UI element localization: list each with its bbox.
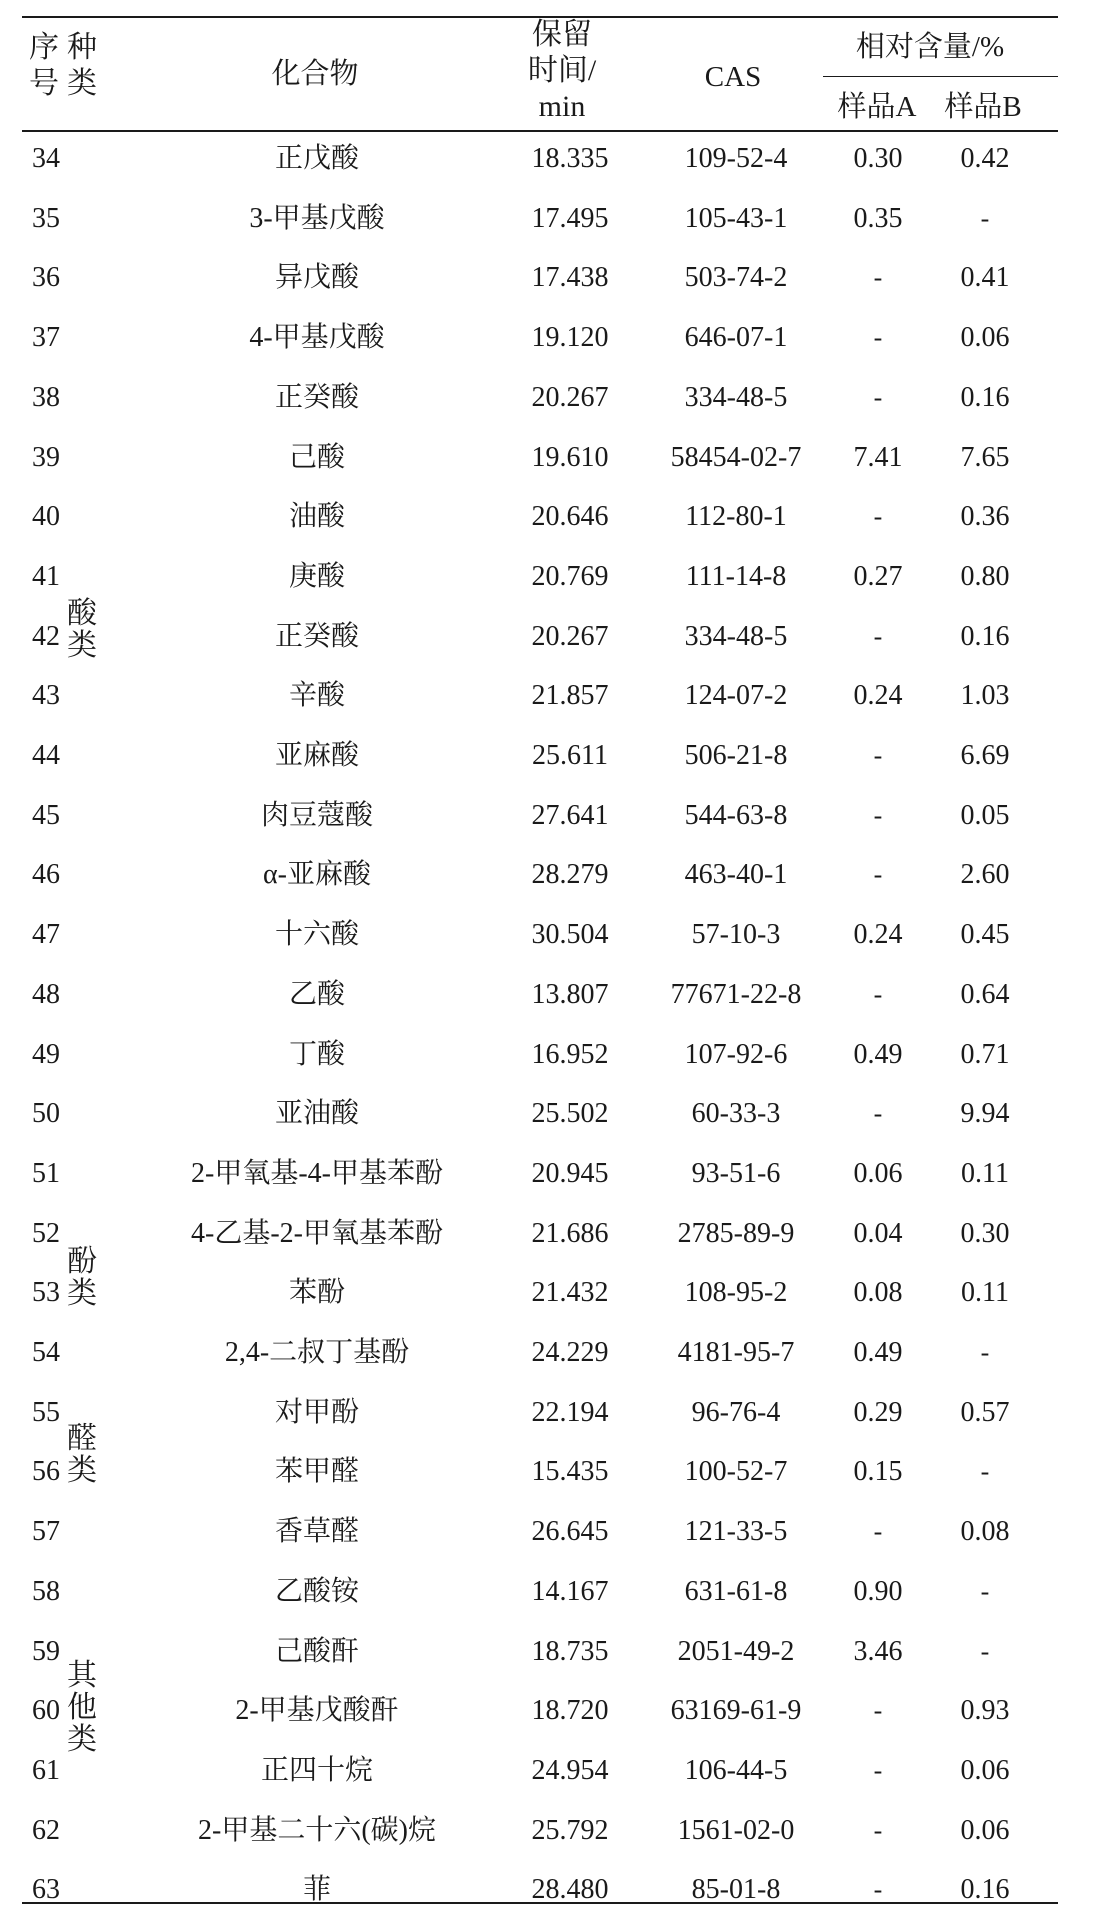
- header-cas: CAS: [704, 61, 762, 93]
- retention-time: 16.952: [531, 1038, 609, 1070]
- retention-time: 19.610: [531, 441, 609, 473]
- compound-name: 正四十烷: [260, 1754, 374, 1786]
- sample-a-value: -: [873, 1755, 883, 1785]
- retention-time: 15.435: [531, 1456, 609, 1488]
- sample-a-value: 0.04: [853, 1217, 903, 1249]
- row-number: 40: [32, 501, 60, 533]
- sample-b-value: 0.11: [961, 1157, 1009, 1189]
- sample-b-value: 0.71: [960, 1038, 1010, 1070]
- category-char: 醛: [67, 1422, 97, 1455]
- cas-number: 631-61-8: [684, 1575, 788, 1607]
- retention-time: 20.945: [531, 1157, 609, 1189]
- row-number: 42: [32, 620, 60, 652]
- compound-name: 异戊酸: [274, 262, 360, 294]
- compound-name: 4-甲基戊酸: [249, 322, 385, 354]
- sample-b-value: 0.45: [960, 919, 1010, 951]
- sample-a-value: -: [873, 1696, 883, 1726]
- sample-b-value: 0.41: [960, 262, 1010, 294]
- sample-a-value: -: [873, 323, 883, 353]
- sample-a-value: -: [873, 1517, 883, 1547]
- category-char: 类: [67, 1454, 97, 1487]
- sample-b-value: 7.65: [960, 441, 1010, 473]
- cas-number: 108-95-2: [684, 1277, 788, 1309]
- compound-name: 己酸: [288, 441, 346, 473]
- cas-number: 4181-95-7: [677, 1337, 795, 1368]
- compound-name: 庚酸: [288, 560, 346, 592]
- cas-number: 1561-02-0: [677, 1814, 795, 1846]
- retention-time: 19.120: [531, 322, 609, 354]
- compound-name: 正癸酸: [274, 620, 360, 652]
- compound-name: 油酸: [288, 501, 346, 533]
- cas-number: 334-48-5: [684, 620, 788, 652]
- sample-a-value: 0.15: [853, 1456, 903, 1488]
- cas-number: 112-80-1: [685, 501, 787, 533]
- compound-name: 2-甲氧基-4-甲基苯酚: [191, 1157, 443, 1189]
- row-number: 48: [32, 978, 60, 1010]
- compound-name: 正癸酸: [274, 381, 360, 413]
- compound-name: 菲: [302, 1874, 332, 1906]
- row-number: 57: [32, 1516, 60, 1548]
- compound-name: 辛酸: [288, 680, 346, 712]
- header-retention-time: [512, 17, 612, 125]
- header-rt-line: 时间/: [527, 54, 597, 87]
- sample-b-value: 0.64: [960, 978, 1010, 1010]
- category-char: 他: [67, 1691, 97, 1724]
- sample-b-value: -: [980, 1338, 990, 1367]
- compound-name: 乙酸铵: [274, 1575, 360, 1607]
- row-number: 56: [32, 1456, 60, 1488]
- sample-a-value: -: [873, 741, 883, 770]
- compound-name: 正戊酸: [274, 143, 360, 174]
- compound-name: 亚麻酸: [274, 740, 360, 771]
- row-number: 49: [32, 1038, 60, 1070]
- header-sample-a: 样品A: [837, 91, 917, 123]
- sample-a-value: 0.29: [853, 1396, 903, 1428]
- row-number: 54: [32, 1337, 60, 1368]
- sample-b-value: 0.57: [960, 1396, 1010, 1428]
- row-number: 59: [32, 1635, 60, 1667]
- retention-time: 30.504: [531, 919, 609, 951]
- relative-content-subrule: [823, 76, 1058, 77]
- retention-time: 20.267: [531, 381, 609, 413]
- cas-number: 646-07-1: [684, 322, 788, 354]
- sample-a-value: 0.35: [853, 202, 903, 234]
- retention-time: 13.807: [531, 978, 609, 1010]
- compound-name: 亚油酸: [274, 1098, 360, 1130]
- row-number: 36: [32, 262, 60, 294]
- sample-a-value: -: [873, 502, 883, 532]
- cas-number: 111-14-8: [685, 560, 787, 592]
- retention-time: 21.857: [531, 680, 609, 712]
- sample-b-value: 0.08: [960, 1516, 1010, 1548]
- sample-a-value: 0.08: [853, 1277, 903, 1309]
- compound-name: 乙酸: [288, 978, 346, 1010]
- header-seq-char: 号: [29, 67, 59, 100]
- category-char: 类: [67, 1723, 97, 1756]
- cas-number: 506-21-8: [684, 740, 788, 771]
- category-char: 类: [67, 1277, 97, 1310]
- category-aldehydes: [62, 1423, 102, 1487]
- retention-time: 20.267: [531, 620, 609, 652]
- sample-b-value: 0.06: [960, 1754, 1010, 1786]
- row-number: 52: [32, 1217, 60, 1249]
- header-rt-line: 保留: [532, 18, 592, 51]
- retention-time: 18.735: [531, 1635, 609, 1667]
- retention-time: 21.686: [531, 1217, 609, 1249]
- row-number: 62: [32, 1814, 60, 1846]
- retention-time: 25.792: [531, 1814, 609, 1846]
- retention-time: 18.720: [531, 1695, 609, 1727]
- cas-number: 334-48-5: [684, 381, 788, 413]
- sample-a-value: -: [873, 263, 883, 293]
- header-kind-char: 类: [67, 67, 97, 100]
- category-char: 酚: [67, 1245, 97, 1278]
- sample-b-value: 0.36: [960, 501, 1010, 533]
- compound-name: 对甲酚: [274, 1396, 360, 1428]
- table-header-rule: [22, 130, 1058, 132]
- header-seq-char: 序: [29, 31, 59, 64]
- category-char: 酸: [67, 597, 97, 630]
- header-kind-char: 种: [67, 31, 97, 64]
- compound-name: 2,4-二叔丁基酚: [224, 1337, 410, 1368]
- header-relative-content: 相对含量/%: [855, 31, 1005, 63]
- sample-b-value: -: [980, 1576, 990, 1606]
- row-number: 38: [32, 381, 60, 413]
- row-number: 37: [32, 322, 60, 354]
- compound-name: 2-甲基戊酸酐: [235, 1695, 399, 1727]
- sample-b-value: -: [980, 1457, 990, 1487]
- sample-a-value: 0.27: [853, 560, 903, 592]
- retention-time: 25.502: [531, 1098, 609, 1130]
- sample-b-value: 0.06: [960, 1814, 1010, 1846]
- retention-time: 26.645: [531, 1516, 609, 1548]
- cas-number: 2785-89-9: [677, 1217, 795, 1249]
- row-number: 44: [32, 740, 60, 771]
- category-others: [62, 1660, 102, 1756]
- cas-number: 96-76-4: [691, 1396, 781, 1428]
- cas-number: 60-33-3: [691, 1098, 781, 1130]
- sample-a-value: 0.24: [853, 919, 903, 951]
- sample-b-value: 2.60: [960, 859, 1010, 891]
- row-number: 46: [32, 859, 60, 891]
- sample-a-value: -: [873, 979, 883, 1009]
- cas-number: 544-63-8: [684, 799, 788, 831]
- row-number: 35: [32, 202, 60, 234]
- cas-number: 106-44-5: [684, 1754, 788, 1786]
- cas-number: 503-74-2: [684, 262, 788, 294]
- sample-a-value: 3.46: [853, 1635, 903, 1667]
- compound-name: 苯甲醛: [274, 1456, 360, 1488]
- retention-time: 28.480: [531, 1874, 609, 1906]
- compound-name: 己酸酐: [274, 1635, 360, 1667]
- sample-a-value: 0.49: [853, 1337, 903, 1368]
- sample-a-value: -: [873, 1099, 883, 1129]
- sample-b-value: 6.69: [960, 740, 1010, 771]
- sample-b-value: 0.06: [960, 322, 1010, 354]
- sample-a-value: 0.24: [853, 680, 903, 712]
- compound-name: 十六酸: [274, 919, 360, 951]
- sample-a-value: 0.90: [853, 1575, 903, 1607]
- cas-number: 124-07-2: [684, 680, 788, 712]
- sample-b-value: -: [980, 203, 990, 233]
- sample-a-value: -: [873, 1875, 883, 1905]
- retention-time: 24.954: [531, 1754, 609, 1786]
- category-acids: [62, 598, 102, 662]
- retention-time: 21.432: [531, 1277, 609, 1309]
- header-compound: 化合物: [271, 58, 359, 90]
- retention-time: 20.646: [531, 501, 609, 533]
- compound-name: 苯酚: [288, 1277, 346, 1309]
- cas-number: 121-33-5: [684, 1516, 788, 1548]
- compound-name: 肉豆蔻酸: [260, 799, 374, 831]
- cas-number: 63169-61-9: [670, 1695, 802, 1727]
- sample-b-value: 0.30: [960, 1217, 1010, 1249]
- retention-time: 27.641: [531, 799, 609, 831]
- row-number: 51: [32, 1157, 60, 1189]
- sample-b-value: 9.94: [960, 1098, 1010, 1130]
- sample-b-value: -: [980, 1636, 990, 1666]
- row-number: 50: [32, 1098, 60, 1130]
- row-number: 53: [32, 1277, 60, 1309]
- sample-a-value: -: [873, 621, 883, 651]
- cas-number: 93-51-6: [691, 1157, 781, 1189]
- compound-name: 丁酸: [288, 1038, 346, 1070]
- header-seq: [24, 30, 64, 102]
- sample-a-value: 7.41: [853, 441, 903, 473]
- retention-time: 22.194: [531, 1396, 609, 1428]
- sample-a-value: 0.06: [853, 1157, 903, 1189]
- row-number: 45: [32, 799, 60, 831]
- row-number: 60: [32, 1695, 60, 1727]
- retention-time: 20.769: [531, 560, 609, 592]
- sample-b-value: 0.16: [960, 381, 1010, 413]
- retention-time: 14.167: [531, 1575, 609, 1607]
- row-number: 63: [32, 1874, 60, 1906]
- sample-b-value: 0.16: [960, 1874, 1010, 1906]
- row-number: 58: [32, 1575, 60, 1607]
- category-char: 其: [67, 1659, 97, 1692]
- cas-number: 57-10-3: [691, 919, 781, 951]
- header-rt-line: min: [538, 90, 586, 123]
- sample-b-value: 0.05: [960, 799, 1010, 831]
- retention-time: 17.495: [531, 202, 609, 234]
- sample-a-value: -: [873, 800, 883, 830]
- sample-b-value: 0.42: [960, 143, 1010, 174]
- row-number: 47: [32, 919, 60, 951]
- row-number: 61: [32, 1754, 60, 1786]
- retention-time: 24.229: [531, 1337, 609, 1368]
- sample-b-value: 0.11: [961, 1277, 1009, 1309]
- cas-number: 463-40-1: [684, 859, 788, 891]
- cas-number: 58454-02-7: [670, 441, 802, 473]
- row-number: 41: [32, 560, 60, 592]
- category-char: 类: [67, 629, 97, 662]
- sample-a-value: 0.30: [853, 143, 903, 174]
- row-number: 55: [32, 1396, 60, 1428]
- compound-name: 4-乙基-2-甲氧基苯酚: [191, 1217, 443, 1249]
- header-sample-b: 样品B: [944, 91, 1022, 123]
- sample-b-value: 0.93: [960, 1695, 1010, 1727]
- sample-a-value: -: [873, 1815, 883, 1845]
- cas-number: 77671-22-8: [670, 978, 802, 1010]
- sample-b-value: 0.16: [960, 620, 1010, 652]
- cas-number: 100-52-7: [684, 1456, 788, 1488]
- compound-name: 2-甲基二十六(碳)烷: [198, 1814, 436, 1846]
- retention-time: 18.335: [531, 143, 609, 174]
- sample-a-value: -: [873, 860, 883, 890]
- compound-name: α-亚麻酸: [263, 859, 371, 891]
- row-number: 34: [32, 143, 60, 174]
- cas-number: 109-52-4: [684, 143, 788, 174]
- compound-name: 香草醛: [274, 1516, 360, 1548]
- cas-number: 105-43-1: [684, 202, 788, 234]
- retention-time: 28.279: [531, 859, 609, 891]
- sample-a-value: 0.49: [853, 1038, 903, 1070]
- retention-time: 25.611: [532, 740, 608, 771]
- sample-a-value: -: [873, 382, 883, 412]
- category-phenols: [62, 1246, 102, 1310]
- sample-b-value: 1.03: [960, 680, 1010, 712]
- cas-number: 85-01-8: [691, 1874, 781, 1906]
- header-kind: [62, 30, 102, 102]
- retention-time: 17.438: [531, 262, 609, 294]
- cas-number: 2051-49-2: [677, 1635, 795, 1667]
- compound-name: 3-甲基戊酸: [249, 202, 385, 234]
- sample-b-value: 0.80: [960, 560, 1010, 592]
- row-number: 39: [32, 441, 60, 473]
- cas-number: 107-92-6: [684, 1038, 788, 1070]
- row-number: 43: [32, 680, 60, 712]
